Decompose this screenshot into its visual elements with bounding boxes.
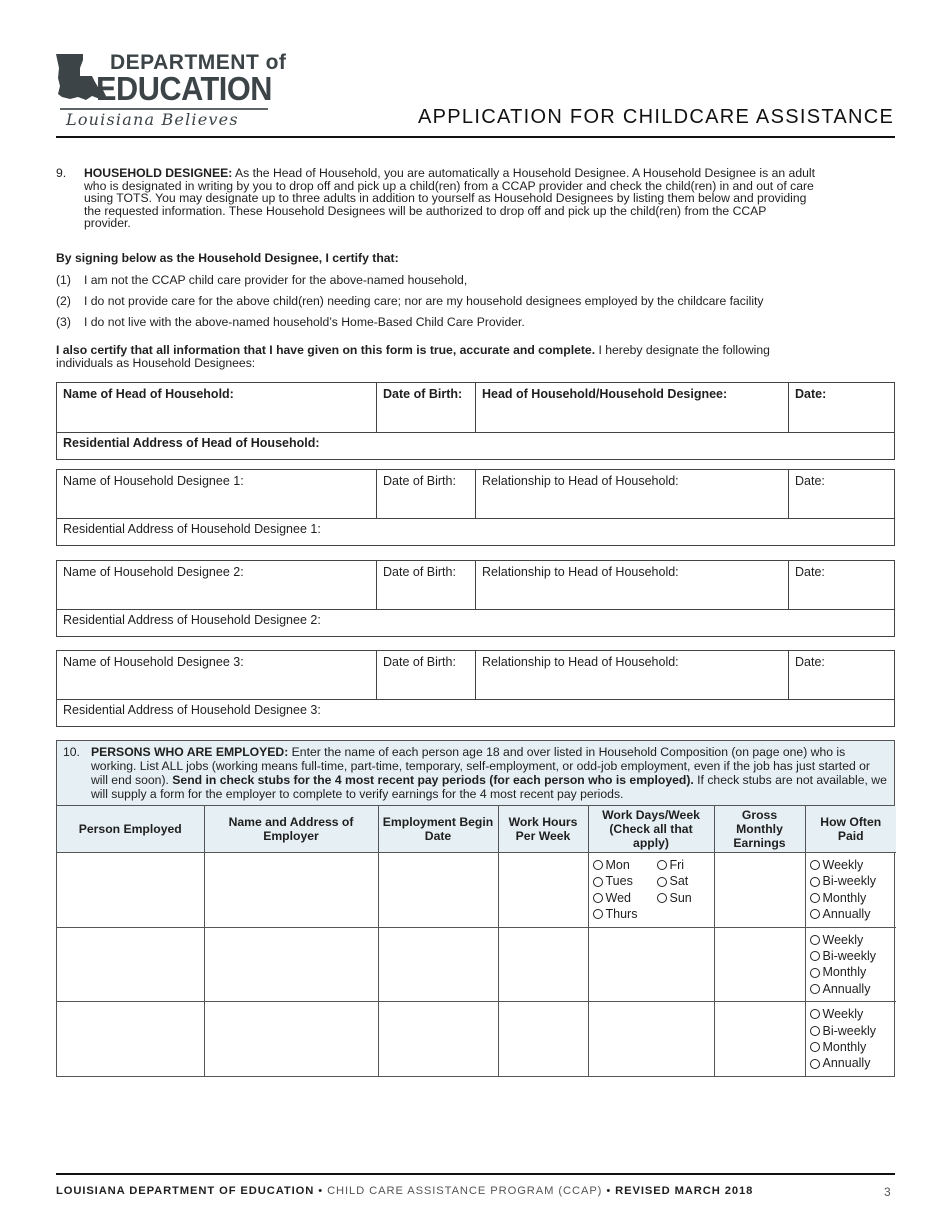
- name-field[interactable]: Name of Household Designee 1:: [57, 470, 377, 518]
- section-10-number: 10.: [63, 745, 80, 759]
- day-label: Thurs: [605, 907, 638, 922]
- page-number: 3: [884, 1185, 891, 1199]
- day-label: Tues: [605, 874, 633, 889]
- date-field[interactable]: Date:: [795, 565, 825, 579]
- relationship-field[interactable]: Relationship to Head of Household:: [476, 561, 789, 609]
- day-label: Sun: [669, 890, 692, 905]
- radio-circle-icon: [810, 1042, 820, 1052]
- dob-field[interactable]: Date of Birth:: [377, 651, 476, 699]
- table-row: [57, 853, 896, 928]
- radio-circle-icon: [810, 860, 820, 870]
- frequency-option-weekly[interactable]: [810, 932, 893, 948]
- frequency-option-monthly[interactable]: [810, 964, 893, 980]
- earnings-cell[interactable]: [714, 927, 805, 1002]
- column-header: Person Employed: [57, 806, 204, 853]
- footer-program: CHILD CARE ASSISTANCE PROGRAM (CCAP): [327, 1185, 603, 1197]
- document-title: APPLICATION FOR CHILDCARE ASSISTANCE: [418, 106, 895, 128]
- footer-separator: •: [602, 1185, 616, 1197]
- signature-field[interactable]: Head of Household/Household Designee:: [476, 383, 789, 432]
- section-9-number: 9.: [56, 166, 67, 180]
- frequency-option-weekly[interactable]: [810, 857, 893, 873]
- header-rule: [56, 136, 895, 138]
- frequency-option-biweekly[interactable]: [810, 873, 893, 889]
- column-header: Name and Address of Employer: [204, 806, 378, 853]
- day-option-sat[interactable]: [657, 873, 717, 889]
- section-9-line: who is designated in writing by you to drop off and pick up a child(ren) from a CCAP provider and check the child(ren) in and out of care: [84, 178, 814, 193]
- also-certify-rest: I hereby designate the following: [595, 343, 770, 357]
- section-10-text: Enter the name of each person age 18 and over listed in Household Composition (on page one) who is working. List ALL jobs (working means full-time, part-time, temporary, self-employment, or odd-job employment, even if the job has just started or will end soon).: [91, 745, 870, 787]
- address-field[interactable]: Residential Address of Head of Household:: [63, 436, 320, 450]
- frequency-label: Weekly: [822, 858, 864, 872]
- radio-circle-icon: [657, 893, 667, 903]
- column-header: How Often Paid: [805, 806, 896, 853]
- day-option-fri[interactable]: [657, 857, 717, 873]
- footer-revised: REVISED MARCH 2018: [615, 1185, 754, 1197]
- section-10-text: If check stubs are not available, we will supply a form for the employer to complete to verify earnings for the 4 most recent pay periods.: [91, 773, 887, 801]
- work-days-cell: [588, 853, 714, 928]
- footer-separator: •: [314, 1185, 328, 1197]
- logo-department-text: DEPARTMENT of: [110, 51, 287, 74]
- frequency-label: Annually: [822, 907, 871, 922]
- person-employed-cell[interactable]: [57, 927, 204, 1002]
- day-option-thurs[interactable]: [593, 906, 657, 922]
- certify-item-number: (3): [56, 315, 71, 329]
- earnings-cell[interactable]: [714, 1002, 805, 1076]
- name-field[interactable]: Name of Household Designee 2:: [57, 561, 377, 609]
- day-option-wed[interactable]: [593, 890, 657, 906]
- designee-3-form: [56, 650, 895, 727]
- hours-cell[interactable]: [498, 927, 588, 1002]
- relationship-field[interactable]: Relationship to Head of Household:: [476, 651, 789, 699]
- date-field[interactable]: Date:: [795, 655, 825, 669]
- day-label: Mon: [605, 858, 630, 872]
- dob-field[interactable]: Date of Birth:: [377, 561, 476, 609]
- hours-cell[interactable]: [498, 853, 588, 928]
- certify-heading: By signing below as the Household Designee, I certify that:: [56, 251, 399, 265]
- date-field[interactable]: Date:: [795, 474, 825, 488]
- radio-circle-icon: [810, 951, 820, 961]
- frequency-label: Monthly: [822, 1040, 867, 1055]
- relationship-field[interactable]: Relationship to Head of Household:: [476, 470, 789, 518]
- day-option-sun[interactable]: [657, 890, 717, 906]
- day-option-mon[interactable]: [593, 857, 657, 873]
- certify-item-text: I do not live with the above-named household’s Home-Based Child Care Provider.: [84, 315, 525, 329]
- frequency-label: Annually: [822, 981, 871, 996]
- column-header: Work Days/Week (Check all that apply): [588, 806, 714, 853]
- frequency-option-annually[interactable]: [810, 981, 893, 997]
- frequency-label: Weekly: [822, 1007, 864, 1022]
- section-9-line: the requested information. These Household Designees will be authorized to drop off and pick up the child(ren) from the CCAP: [84, 203, 767, 218]
- footer-rule: [56, 1173, 895, 1175]
- also-certify-line2: individuals as Household Designees:: [56, 355, 256, 370]
- radio-circle-icon: [810, 877, 820, 887]
- section-9-text: [84, 167, 896, 230]
- work-days-cell[interactable]: [588, 927, 714, 1002]
- table-row: [57, 1002, 896, 1076]
- radio-circle-icon: [810, 1009, 820, 1019]
- name-field[interactable]: Name of Head of Household:: [57, 383, 377, 432]
- begin-date-cell[interactable]: [378, 1002, 498, 1076]
- work-days-cell[interactable]: [588, 1002, 714, 1076]
- frequency-option-weekly[interactable]: [810, 1006, 893, 1022]
- section-9-line: using TOTS. You may designate up to three adults in addition to yourself as Household Designees by listing them below and providing: [84, 191, 807, 206]
- section-9-line: provider.: [84, 216, 131, 231]
- radio-circle-icon: [810, 935, 820, 945]
- table-row: [57, 927, 896, 1002]
- frequency-option-monthly[interactable]: [810, 890, 893, 906]
- frequency-label: Monthly: [822, 890, 867, 905]
- section-10-bold-text: Send in check stubs for the 4 most recent pay periods (for each person who is employed).: [172, 773, 694, 787]
- dob-field[interactable]: Date of Birth:: [377, 470, 476, 518]
- radio-circle-icon: [810, 1059, 820, 1069]
- head-of-household-form: [56, 382, 895, 460]
- column-header: Gross Monthly Earnings: [714, 806, 805, 853]
- day-option-tues[interactable]: [593, 873, 657, 889]
- address-field[interactable]: Residential Address of Household Designee 1:: [63, 522, 321, 536]
- logo-tagline: Louisiana Believes: [66, 110, 239, 129]
- frequency-option-biweekly[interactable]: [810, 1023, 893, 1039]
- radio-circle-icon: [657, 877, 667, 887]
- day-label: Wed: [605, 890, 631, 905]
- date-field[interactable]: Date:: [795, 387, 827, 401]
- certify-item-text: I am not the CCAP child care provider for the above-named household,: [84, 273, 468, 287]
- begin-date-cell[interactable]: [378, 927, 498, 1002]
- frequency-option-biweekly[interactable]: [810, 948, 893, 964]
- address-field[interactable]: Residential Address of Household Designee 3:: [63, 703, 321, 717]
- pay-frequency-cell: [805, 853, 896, 928]
- employment-grid: [57, 806, 896, 1076]
- section-10-intro: [57, 741, 894, 806]
- radio-circle-icon: [810, 984, 820, 994]
- footer-text: [56, 1185, 753, 1197]
- frequency-label: Bi-weekly: [822, 949, 876, 964]
- radio-circle-icon: [810, 968, 820, 978]
- employment-table: [56, 740, 895, 1077]
- section-9-heading: HOUSEHOLD DESIGNEE:: [84, 166, 233, 180]
- hours-cell[interactable]: [498, 1002, 588, 1076]
- radio-circle-icon: [657, 860, 667, 870]
- radio-circle-icon: [810, 893, 820, 903]
- employer-cell[interactable]: [204, 927, 378, 1002]
- employer-cell[interactable]: [204, 1002, 378, 1076]
- radio-circle-icon: [593, 909, 603, 919]
- frequency-option-annually[interactable]: [810, 1055, 893, 1071]
- also-certify-statement: [56, 344, 896, 369]
- dob-field[interactable]: Date of Birth:: [377, 383, 476, 432]
- name-field[interactable]: Name of Household Designee 3:: [57, 651, 377, 699]
- begin-date-cell[interactable]: [378, 853, 498, 928]
- frequency-label: Bi-weekly: [822, 1023, 876, 1038]
- frequency-option-annually[interactable]: [810, 906, 893, 922]
- frequency-label: Annually: [822, 1056, 871, 1071]
- radio-circle-icon: [810, 909, 820, 919]
- column-header: Work Hours Per Week: [498, 806, 588, 853]
- section-10-heading: PERSONS WHO ARE EMPLOYED:: [91, 745, 289, 759]
- frequency-label: Monthly: [822, 965, 867, 980]
- radio-circle-icon: [593, 893, 603, 903]
- earnings-cell[interactable]: [714, 853, 805, 928]
- day-label: Sat: [669, 874, 689, 889]
- column-header: Employment Begin Date: [378, 806, 498, 853]
- frequency-option-monthly[interactable]: [810, 1039, 893, 1055]
- logo-education-text: EDUCATION: [96, 70, 272, 107]
- also-certify-bold: I also certify that all information that I have given on this form is true, accurate and complete.: [56, 343, 596, 357]
- radio-circle-icon: [593, 877, 603, 887]
- employer-cell[interactable]: [204, 853, 378, 928]
- designee-2-form: [56, 560, 895, 637]
- pay-frequency-cell: [805, 1002, 896, 1076]
- day-label: Fri: [669, 858, 685, 872]
- frequency-label: Weekly: [822, 932, 864, 947]
- person-employed-cell[interactable]: [57, 1002, 204, 1076]
- frequency-label: Bi-weekly: [822, 874, 876, 889]
- pay-frequency-cell: [805, 927, 896, 1002]
- certify-item-number: (2): [56, 294, 71, 308]
- person-employed-cell[interactable]: [57, 853, 204, 928]
- certify-item-number: (1): [56, 273, 71, 287]
- radio-circle-icon: [810, 1026, 820, 1036]
- section-9-line: As the Head of Household, you are automatically a Household Designee. A Household Designee is an adult: [235, 166, 815, 180]
- radio-circle-icon: [593, 860, 603, 870]
- address-field[interactable]: Residential Address of Household Designee 2:: [63, 613, 321, 627]
- footer-org: LOUISIANA DEPARTMENT OF EDUCATION: [56, 1185, 315, 1197]
- designee-1-form: [56, 469, 895, 546]
- certify-item-text: I do not provide care for the above child(ren) needing care; nor are my household designees employed by the childcare facility: [84, 294, 764, 308]
